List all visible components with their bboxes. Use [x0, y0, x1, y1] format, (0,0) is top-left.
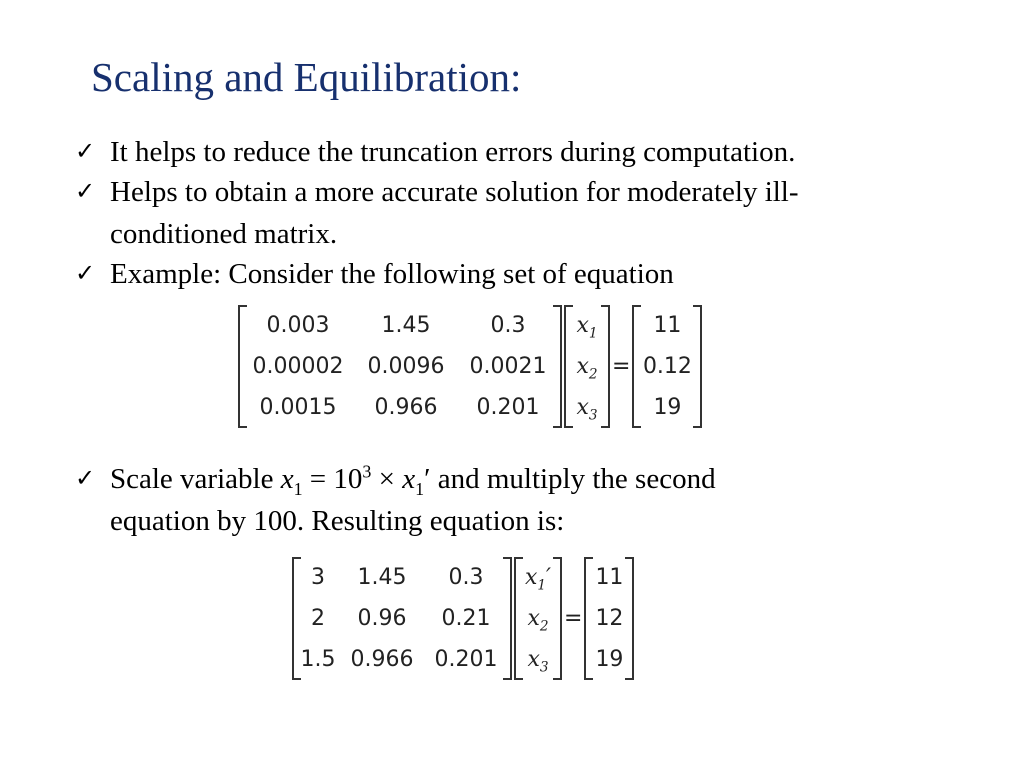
bullet-2-line-1: Helps to obtain a more accurate solution for moderately ill-	[110, 176, 799, 208]
matrix-cell: 12	[595, 606, 624, 631]
variable-x1-prime: $x_1'$	[524, 565, 552, 594]
matrix-cell: 0.0015	[259, 395, 337, 420]
matrix-cell: 1.5	[300, 647, 336, 672]
matrix-cell: 0.96	[357, 606, 407, 631]
matrix-cell: 3	[311, 565, 325, 590]
variable-x2: $x_2$	[576, 354, 598, 383]
bullet-3-text: Example: Consider the following set of equation	[110, 258, 674, 290]
matrix-cell: 0.201	[476, 395, 540, 420]
matrix-cell: 19	[653, 395, 682, 420]
matrix-cell: 1.45	[381, 313, 431, 338]
matrix-cell: 11	[595, 565, 624, 590]
matrix-cell: 19	[595, 647, 624, 672]
variable-x1: $x_1$	[576, 313, 598, 342]
bullet-4-line-2: equation by 100. Resulting equation is:	[110, 505, 565, 537]
rhs-vector	[584, 557, 634, 680]
matrix-cell: 0.003	[266, 313, 330, 338]
rhs-vector	[632, 305, 702, 428]
matrix-equation-scaled	[292, 557, 634, 680]
matrix-cell: 0.12	[642, 354, 692, 379]
variable-vector	[564, 305, 610, 428]
matrix-cell: 0.00002	[252, 354, 344, 379]
variable-x2: $x_2$	[527, 606, 549, 635]
variable-x3: $x_3$	[527, 647, 549, 676]
matrix-cell: 2	[311, 606, 325, 631]
check-icon: ✓	[75, 179, 96, 205]
check-icon: ✓	[75, 466, 96, 492]
equals-sign: =	[612, 354, 631, 379]
matrix-cell: 0.21	[441, 606, 491, 631]
matrix-equation-original	[238, 305, 702, 428]
matrix-cell: 0.0096	[367, 354, 445, 379]
bullet-4-line-1: Scale variable $x_1 = 10^3 \times x_1'$ and multiply the second	[110, 461, 716, 499]
check-icon: ✓	[75, 261, 96, 287]
matrix-cell: 0.3	[448, 565, 484, 590]
matrix-cell: 0.201	[434, 647, 498, 672]
matrix-cell: 0.966	[350, 647, 414, 672]
matrix-cell: 0.966	[374, 395, 438, 420]
matrix-cell: 11	[653, 313, 682, 338]
matrix-cell: 0.3	[490, 313, 526, 338]
coefficient-matrix	[292, 557, 512, 680]
variable-x3: $x_3$	[576, 395, 598, 424]
slide-title: Scaling and Equilibration:	[91, 54, 522, 100]
matrix-cell: 1.45	[357, 565, 407, 590]
coefficient-matrix	[238, 305, 562, 428]
variable-vector	[514, 557, 562, 680]
check-icon: ✓	[75, 139, 96, 165]
matrix-cell: 0.0021	[469, 354, 547, 379]
equals-sign: =	[564, 606, 583, 631]
bullet-2-line-2: conditioned matrix.	[110, 218, 338, 250]
bullet-1-text: It helps to reduce the truncation errors during computation.	[110, 136, 796, 168]
